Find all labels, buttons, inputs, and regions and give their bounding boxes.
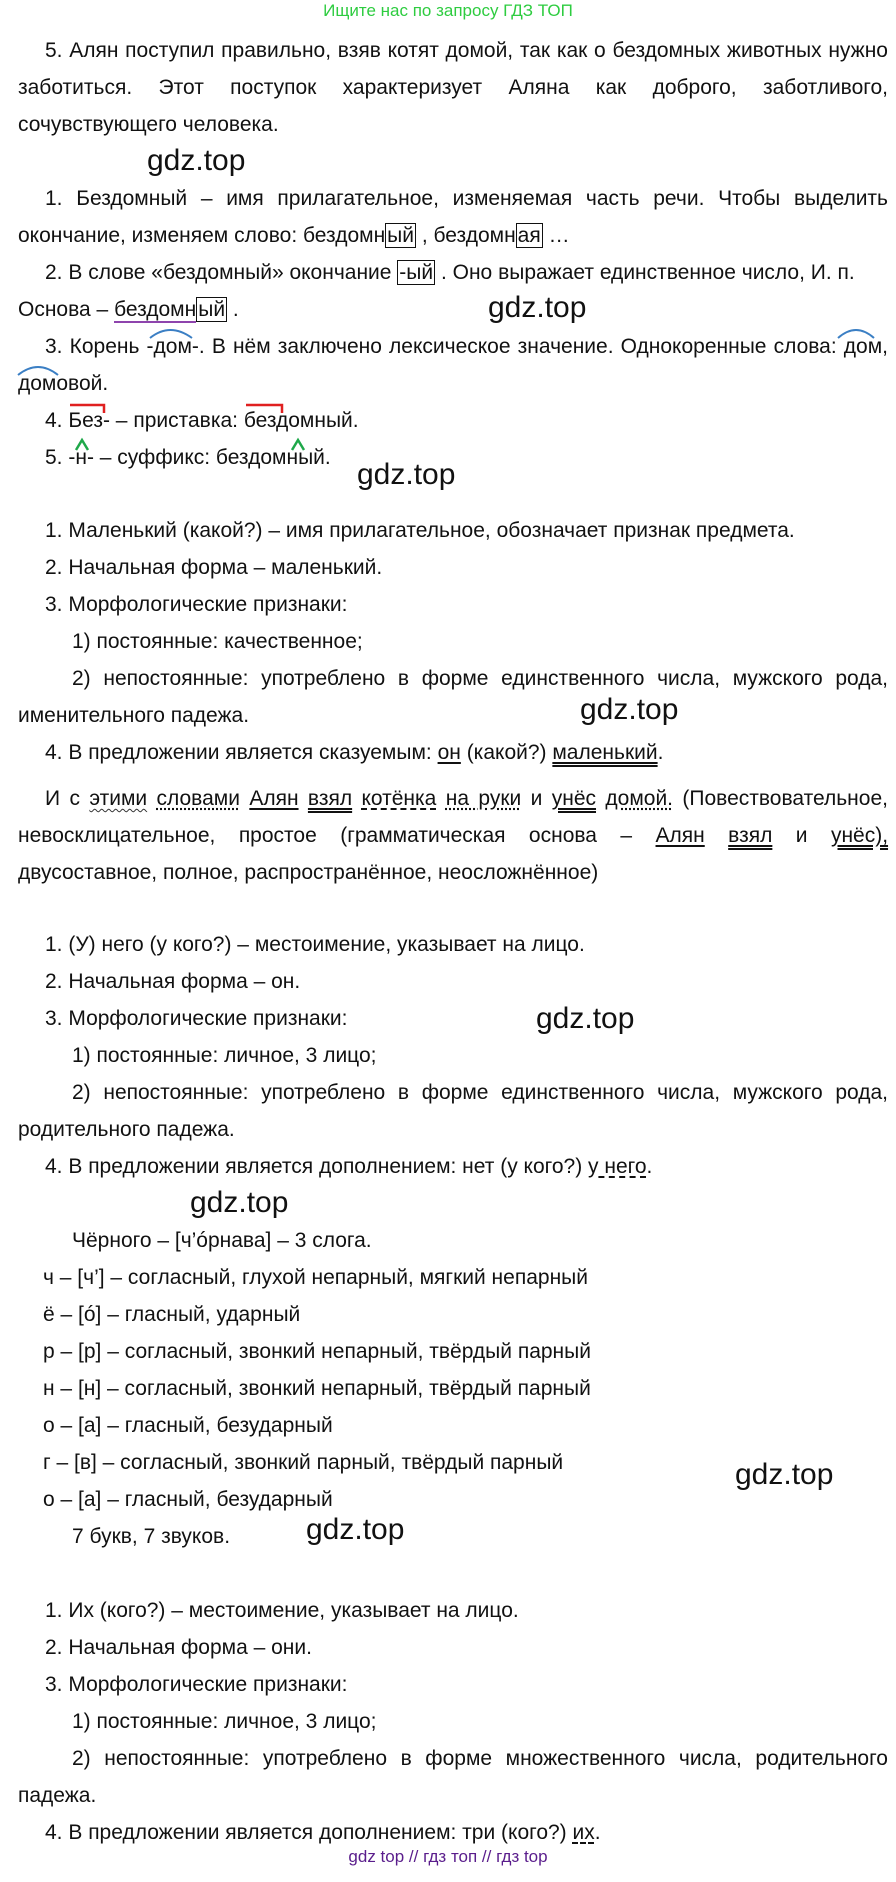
word-stem: бездомн [303,224,386,247]
phonetic-row: н – [н] – согласный, звонкий непарный, твёрдый парный [43,1377,591,1400]
ih-line-3: 3. Морфологические признаки: [45,1673,348,1696]
parse-line-3b: домовой. [18,372,109,395]
subject-underline: Алян [655,824,705,847]
watermark: gdz.top [147,144,246,177]
text: 2. В слове «бездомный» окончание [45,261,398,284]
stem-mark: бездомн [114,298,197,321]
text: 4. В предложении является дополнением: три (кого?) [45,1821,573,1844]
text: (Повествовательное, [682,787,888,810]
text: (грамматическая [340,824,506,847]
watermark: gdz.top [580,693,679,726]
text: окончание, изменяем слово: [18,224,304,247]
parse-line-4: 4. Без- – приставка: бездомный. [45,409,359,432]
text: И с [45,787,80,810]
watermark: gdz.top [190,1186,289,1219]
phonetic-row: о – [а] – гласный, безударный [43,1488,333,1511]
phonetic-row: г – [в] – согласный, звонкий парный, твёрдый парный [43,1451,564,1474]
text: . Оно выражает единственное число, И. п. [435,261,855,284]
text: и [795,824,808,847]
morpheme-marks [0,0,896,500]
nego-line-4: 1) постоянные: личное, 3 лицо; [72,1044,377,1067]
separator: , [416,224,434,247]
prefix-mark [70,405,104,413]
phonetic-row: о – [а] – гласный, безударный [43,1414,333,1437]
phonetic-row: ё – [ó] – гласный, ударный [43,1303,301,1326]
text: . [594,1821,601,1844]
subject-underline: он [437,741,461,764]
predicate-underline: унёс), [830,824,889,847]
malenkiy-line-1: 1. Маленький (какой?) – имя прилагательное, обозначает признак предмета. [45,519,795,542]
root-arc-mark [18,367,58,375]
phonetic-total: 7 букв, 7 звуков. [72,1525,231,1548]
sentence-line-3: двусоставное, полное, распространённое, неосложнённое) [18,861,599,884]
root-arc-mark [150,330,192,338]
nego-line-1: 1. (У) него (у кого?) – местоимение, указывает на лицо. [45,933,585,956]
prefix-mark [246,405,282,413]
adverbial-mark: домой. [605,787,674,810]
footer-links[interactable]: gdz top // гдз топ // гдз top [348,1847,548,1866]
ending-box: ый [387,224,414,247]
text: 4. В предложении является дополнением: нет (у кого?) [45,1155,589,1178]
text: . [227,298,239,321]
sentence-line-1 [45,780,888,817]
malenkiy-line-6 [45,734,896,771]
text: (какой?) [460,741,553,764]
phonetic-head: Чёрного – [ч’óрнава] – 3 слога. [72,1229,372,1252]
parse-line-3a: 3. Корень -дом-. В нём заключено лексическое значение. Однокоренные слова: дом, [45,335,888,358]
malenkiy-line-3: 3. Морфологические признаки: [45,593,348,616]
watermark: gdz.top [735,1458,834,1491]
parse-line-5: 5. -н- – суффикс: бездомный. [45,446,331,469]
object-mark: у него [588,1155,647,1178]
top-banner[interactable]: Ищите нас по запросу ГДЗ ТОП [323,1,573,20]
text: . [646,1155,653,1178]
nego-line-5: 2) непостоянные: употреблено в форме единственного числа, мужского рода, родительного падежа. [18,1081,888,1141]
suffix-mark [76,440,88,450]
phonetic-row: ч – [ч’] – согласный, глухой непарный, мягкий непарный [43,1266,588,1289]
root-arc-mark [838,330,874,338]
ih-line-6 [45,1814,896,1851]
text: Основа – [18,298,115,321]
malenkiy-line-2: 2. Начальная форма – маленький. [45,556,383,579]
predicate-underline: унёс [551,787,597,810]
ending-box: ая [517,224,541,247]
suffix-mark [292,440,304,450]
parse-line-1a: 1. Бездомный – имя прилагательное, изменяемая часть речи. Чтобы выделить [45,187,888,210]
text: основа [528,824,597,847]
text: невосклицательное, [18,824,216,847]
predicate-underline: маленький [552,741,658,764]
predicate-underline: взял [307,787,353,810]
ending-box: -ый [399,261,434,284]
malenkiy-line-4: 1) постоянные: качественное; [72,630,363,653]
nego-line-6 [45,1148,896,1185]
text: 4. В предложении является сказуемым: [45,741,438,764]
watermark: gdz.top [306,1513,405,1546]
ellipsis: … [542,224,570,247]
adverbial-mark: словами [156,787,240,810]
ih-line-4: 1) постоянные: личное, 3 лицо; [72,1710,377,1733]
malenkiy-line-5: 2) непостоянные: употреблено в форме единственного числа, мужского рода, именительного падежа. [18,667,888,727]
attribute-mark: этими [89,787,148,810]
text: простое [238,824,317,847]
intro-paragraph: 5. Алян поступил правильно, взяв котят домой, так как о бездомных животных нужно заботиться. Этот поступок характеризует Аляна как доброго, заботливого, сочувствующего человека. [18,39,888,136]
nego-line-2: 2. Начальная форма – он. [45,970,301,993]
text: и [530,787,543,810]
predicate-underline: взял [728,824,773,847]
ih-line-5: 2) непостоянные: употреблено в форме множественного числа, родительного падежа. [18,1747,888,1807]
sentence-line-2 [18,817,888,854]
subject-underline: Алян [249,787,299,810]
watermark: gdz.top [536,1002,635,1035]
phonetic-row: р – [р] – согласный, звонкий непарный, твёрдый парный [43,1340,591,1363]
adverbial-mark: на руки [445,787,522,810]
nego-line-3: 3. Морфологические признаки: [45,1007,348,1030]
watermark: gdz.top [488,291,587,324]
ih-line-1: 1. Их (кого?) – местоимение, указывает на лицо. [45,1599,519,1622]
object-mark: их [572,1821,595,1844]
word-stem: бездомн [433,224,516,247]
text: . [657,741,664,764]
watermark: gdz.top [357,458,456,491]
text: – [620,824,633,847]
object-mark: котёнка [361,787,437,810]
ending-box: ый [198,298,226,321]
ih-line-2: 2. Начальная форма – они. [45,1636,312,1659]
